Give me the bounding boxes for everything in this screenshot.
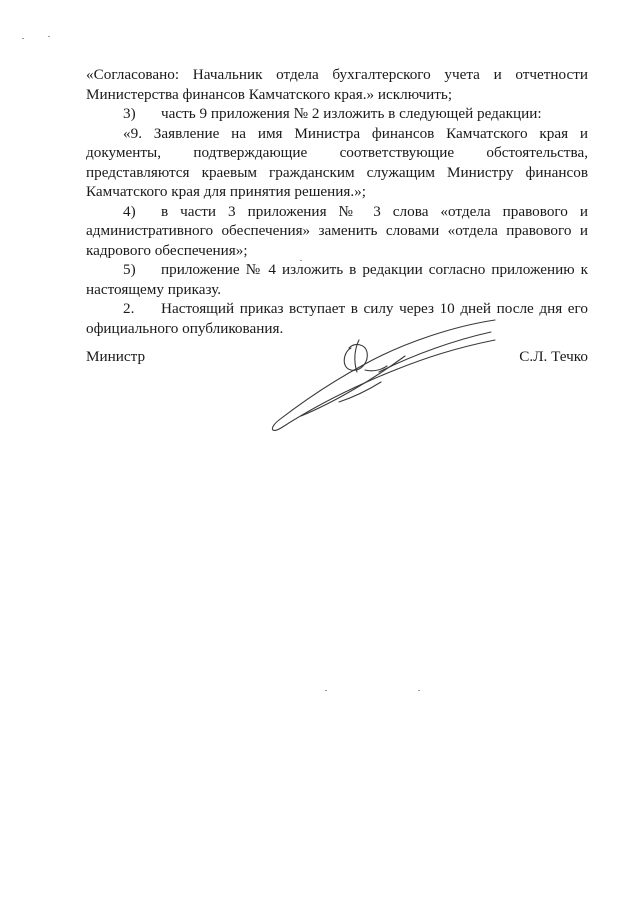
- paragraph-text: в части 3 приложения № 3 слова «отдела правового и административного обеспечения» заменить словами «отдела правового и кадрового обеспечения»;: [86, 202, 588, 259]
- paragraph-number: 3): [123, 105, 136, 122]
- signatory-title: Министр: [86, 348, 146, 365]
- handwritten-signature: [255, 312, 515, 442]
- paragraph-text: часть 9 приложения № 2 изложить в следующей редакции:: [161, 105, 542, 122]
- signatory-name: С.Л. Течко: [519, 348, 588, 365]
- paragraph-number: 4): [123, 202, 136, 220]
- scan-speck: [22, 38, 24, 39]
- paragraph-text: приложение № 4 изложить в редакции согласно приложению к настоящему приказу.: [86, 261, 588, 298]
- paragraph-item-4: [86, 202, 588, 261]
- paragraph-text: Настоящий приказ вступает в силу через 10 дней после дня его официального опубликования.: [86, 300, 588, 337]
- paragraph-approval-removal: [86, 65, 588, 104]
- scan-speck: [418, 690, 420, 691]
- paragraph-item-3: [86, 104, 588, 124]
- paragraph-text: «Согласовано: Начальник отдела бухгалтерского учета и отчетности Министерства финансов Камчатского края.» исключить;: [86, 66, 588, 103]
- paragraph-number: 2.: [123, 300, 135, 317]
- scan-speck: [48, 36, 50, 37]
- paragraph-item-5: [86, 260, 588, 299]
- paragraph-quote-part-9: [86, 124, 588, 202]
- scan-speck: [325, 690, 327, 691]
- scan-speck: [300, 260, 302, 261]
- document-body: [86, 65, 588, 338]
- paragraph-text: «9. Заявление на имя Министра финансов Камчатского края и документы, подтверждающие соответствующие обстоятельства, представляются краевым гражданским служащим Министру финансов Камчатского края для принятия решения.»;: [86, 124, 588, 200]
- paragraph-number: 5): [123, 261, 136, 278]
